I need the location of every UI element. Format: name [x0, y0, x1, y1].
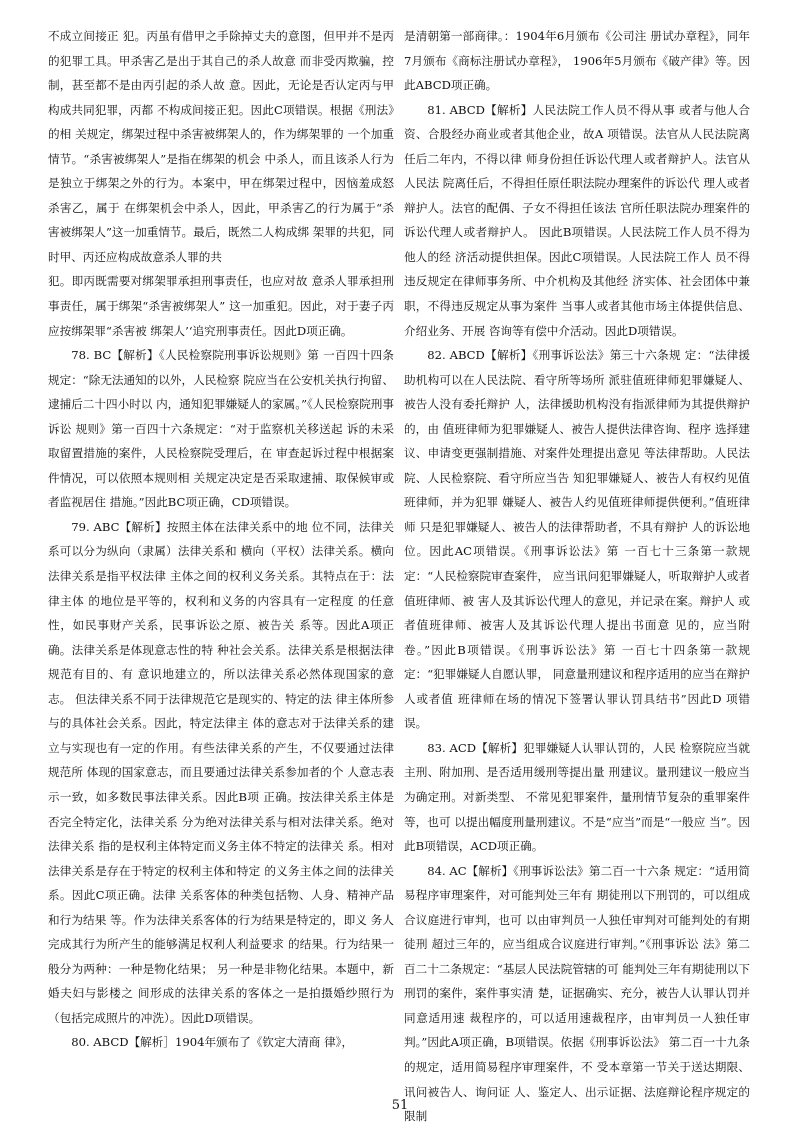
right-column [404, 24, 750, 1129]
paragraph-78: 78. BC【解析】《人民检察院刑事诉讼规则》第 一百四十四条规定：“除无法通知的以外，人民检察 院应当在公安机关执行拘留、逮捕后二十四小时以 内，通知犯罪嫌疑人的家属。”《人民检察院刑事诉讼 规则》第一百四十六条规定：“对于监察机关移送起 诉的未采取留置措施的案件，人民检察院受理后，在 审查起诉过程中根据案件情况，可以依照本规则相 关规定决定是否采取逮捕、取保候审或者监视居住 措施。”因此BC项正确，CD项错误。 [48, 348, 394, 510]
paragraph-84: 84. AC【解析】《刑事诉讼法》第二百一十六条 规定：“适用简易程序审理案件，对可能判处三年有 期徒刑以下刑罚的，可以组成合议庭进行审判，也可 以由审判员一人独任审判对可能判处的有期徒刑 超过三年的，应当组成合议庭进行审判。”《刑事诉讼 法》第二百二十二条规定：“基层人民法院管辖的可 能判处三年有期徒刑以下刑罚的案件，案件事实清 楚，证据确实、充分，被告人认罪认罚并同意适用速 裁程序的，可以适用速裁程序，由审判员一人独任审 判。”因此A项正确，B项错误。依据《刑事诉讼法》 第二百一十九条的规定，适用简易程序审理案件，不 受本章第一节关于送达期限、讯问被告人、询问证 人、鉴定人、出示证据、法庭辩论程序规定的限制 [404, 863, 750, 1124]
left-column [48, 24, 394, 1055]
paragraph-80-start: 80. ABCD【解析］1904年颁布了《钦定大清商 律》， [71, 1035, 354, 1050]
paragraph-77-continued: 不成立间接正 犯。丙虽有借甲之手除掉丈夫的意图，但甲并不是丙的犯罪工具。甲杀害乙是出于其自己的杀人故意 而非受丙欺骗，控制，甚至都不是由丙引起的杀人故 意。因此，无论是否认定丙与甲构成共同犯罪，丙都 不构成间接正犯。因此C项错误。根据《刑法》的相 关规定，绑架过程中杀害被绑架人的，作为绑架罪的 一个加重情节。“杀害被绑架人”是指在绑架的机会 中杀人，而且该杀人行为是独立于绑架之外的行为。本案中，甲在绑架过程中，因恼羞成怒杀害乙，属于 在绑架机会中杀人，因此，甲杀害乙的行为属于“杀 害被绑架人”这一加重情节。最后，既然二人构成绑 架罪的共犯，同时甲、丙还应构成故意杀人罪的共 [48, 29, 394, 264]
paragraph-81: 81. ABCD【解析】人民法院工作人员不得从事 或者与他人合资、合股经办商业或者其他企业，故A 项错误。法官从人民法院离任后二年内，不得以律 师身份担任诉讼代理人或者辩护人。法官从人民法 院离任后，不得担任原任职法院办理案件的诉讼代 理人或者辩护人。法官的配偶、子女不得担任该法 官所任职法院办理案件的诉讼代理人或者辩护人。 因此B项错误。人民法院工作人员不得为他人的经 济活动提供担保。因此C项错误。人民法院工作人 员不得违反规定在律师事务所、中介机构及其他经 济实体、社会团体中兼职，不得违反规定从事为案件 当事人或者其他市场主体提供信息、介绍业务、开展 咨询等有偿中介活动。因此D项错误。 [404, 102, 750, 338]
paragraph-83: 83. ACD【解析】犯罪嫌疑人认罪认罚的，人民 检察院应当就主刑、附加刑、是否适用缓刑等提出量 刑建议。量刑建议一般应当为确定刑。对新类型、 不常见犯罪案件，量刑情节复杂的重罪案件等，也可 以提出幅度刑量刑建议。不是“应当”而是“一般应 当”。因此B项错误，ACD项正确。 [404, 740, 750, 854]
paragraph-80-continued: 是清朝第一部商律。：1904年6月颁布《公司注 册试办章程》，同年7月颁布《商标注册试办章程》， 1906年5月颁布《破产律》等。因此ABCD项正确。 [404, 29, 750, 93]
paragraph-79: 79. ABC【解析】按照主体在法律关系中的地 位不同，法律关系可以分为纵向（隶属）法律关系和 横向（平权）法律关系。横向法律关系是指平权法律 主体之间的权利义务关系。其特点在于：法律主体 的地位是平等的，权利和义务的内容具有一定程度 的任意性，如民事财产关系，民事诉讼之原、被告关 系等。因此A项正确。法律关系是体现意志性的特 种社会关系。法律关系是根据法律规范有目的、有 意识地建立的，所以法律关系必然体现国家的意志。 但法律关系不同于法律规范它是现实的、特定的法 律主体所参与的具体社会关系。因此，特定法律主 体的意志对于法律关系的建立与实现也有一定的作用。有些法律关系的产生，不仅要通过法律规范所 体现的国家意志，而且要通过法律关系参加者的个 人意志表示一致，如多数民事法律关系。因此B项 正确。按法律关系主体是否完全特定化，法律关系 分为绝对法律关系与相对法律关系。绝对法律关系 指的是权利主体特定而义务主体不特定的法律关 系。相对法律关系是存在于特定的权利主体和特定 的义务主体之间的法律关系。因此C项正确。法律 关系客体的种类包括物、人身、精神产品和行为结果 等。作为法律关系客体的行为结果是特定的，即义 务人完成其行为所产生的能够满足权利人利益要求 的结果。行为结果一般分为两种：一种是物化结果； 另一种是非物化结果。本题中，新婚夫妇与影楼之 间形成的法律关系的客体之一是拍摄婚纱照行为 （包括完成照片的冲洗）。因此D项错误。 [48, 519, 394, 1025]
page-number: 51 [391, 1098, 409, 1113]
paragraph-77-end: 犯。即丙既需要对绑架罪承担刑事责任，也应对故 意杀人罪承担刑事责任，属于绑架“杀害被绑架人” 这一加重犯。因此，对于妻子丙应按绑架罪“杀害被 绑架人’‘追究刑事责任。因此D项正确。 [48, 274, 394, 338]
paragraph-82: 82. ABCD【解析】《刑事诉讼法》第三十六条规 定：“法律援助机构可以在人民法院、看守所等场所 派驻值班律师犯罪嫌疑人、被告人没有委托辩护 人，法律援助机构没有指派律师为其提供辩护的，由 值班律师为犯罪嫌疑人、被告人提供法律咨询、程序 选择建议、申请变更强制措施、对案件处理提出意见 等法律帮助。人民法院、人民检察院、看守所应当告 知犯罪嫌疑人、被告人有权约见值班律师，并为犯罪 嫌疑人、被告人约见值班律师提供便利。”值班律师 只是犯罪嫌疑人、被告人的法律帮助者，不具有辩护 人的诉讼地位。因此AC项错误。《刑事诉讼法》第 一百七十三条第一款规定：“人民检察院审查案件， 应当讯问犯罪嫌疑人，听取辩护人或者值班律师、被 害人及其诉讼代理人的意见，并记录在案。辩护人 或者值班律师、被害人及其诉讼代理人提出书面意 见的，应当附卷。”因此B项错误。《刑事诉讼法》第 一百七十四条第一款规定：“犯罪嫌疑人自愿认罪， 同意量刑建议和程序适用的应当在辩护人或者值 班律师在场的情况下签署认罪认罚具结书”因此D 项错误。 [404, 348, 750, 731]
